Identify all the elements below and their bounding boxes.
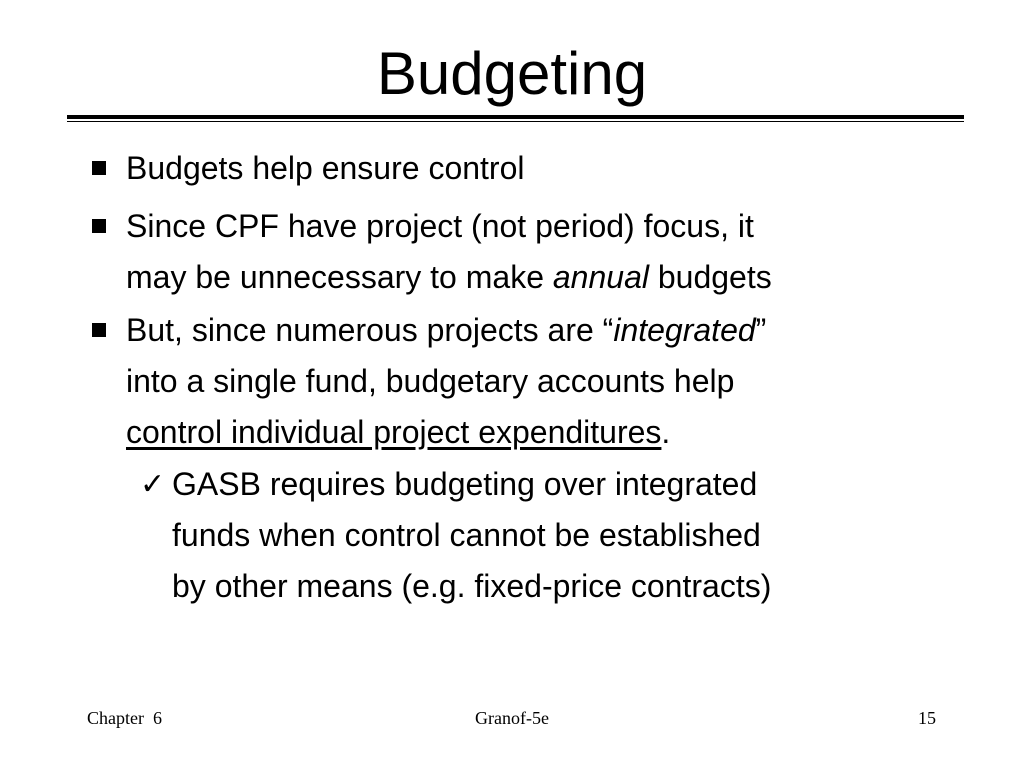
bullet-2-line-1: Since CPF have project (not period) focus, it (126, 208, 754, 244)
bullet-2 (126, 201, 946, 303)
slide-title: Budgeting (376, 40, 648, 107)
bullet-2-line-2 (126, 252, 946, 303)
bullet-3 (126, 305, 946, 458)
bullet-3-line-1 (126, 305, 946, 356)
title-underline-thick (67, 115, 964, 119)
bullet-3-line-1-end: ” (755, 312, 767, 348)
title-underline-thin (67, 121, 964, 122)
checkmark-icon: ✓ (140, 468, 166, 501)
bullet-2-line-2-end: budgets (648, 259, 772, 295)
sub-bullet-line-2: funds when control cannot be established (172, 517, 761, 553)
bullet-3-line-3-end: . (661, 414, 671, 450)
bullet-2-line-2-start: may be unnecessary to make (126, 259, 553, 295)
footer-source: Granof-5e (475, 708, 549, 728)
footer-chapter: Chapter 6 (87, 708, 162, 728)
bullet-marker-2 (92, 219, 106, 233)
sub-bullet-line-3: by other means (e.g. fixed-price contracts) (172, 568, 772, 604)
bullet-1 (126, 143, 946, 194)
bullet-3-emphasis: integrated (613, 312, 756, 348)
bullet-1-line-1: Budgets help ensure control (126, 150, 525, 186)
bullet-marker-3 (92, 323, 106, 337)
bullet-2-emphasis: annual (552, 259, 649, 295)
bullet-3-underlined: control individual project expenditures (126, 414, 662, 450)
bullet-3-line-1-start: But, since numerous projects are “ (126, 312, 614, 348)
sub-bullet (172, 459, 932, 612)
bullet-3-line-3 (126, 407, 946, 458)
bullet-marker-1 (92, 161, 106, 175)
bullet-3-line-2: into a single fund, budgetary accounts help (126, 363, 735, 399)
sub-bullet-line-1: GASB requires budgeting over integrated (172, 466, 758, 502)
footer-page-number: 15 (918, 708, 936, 728)
